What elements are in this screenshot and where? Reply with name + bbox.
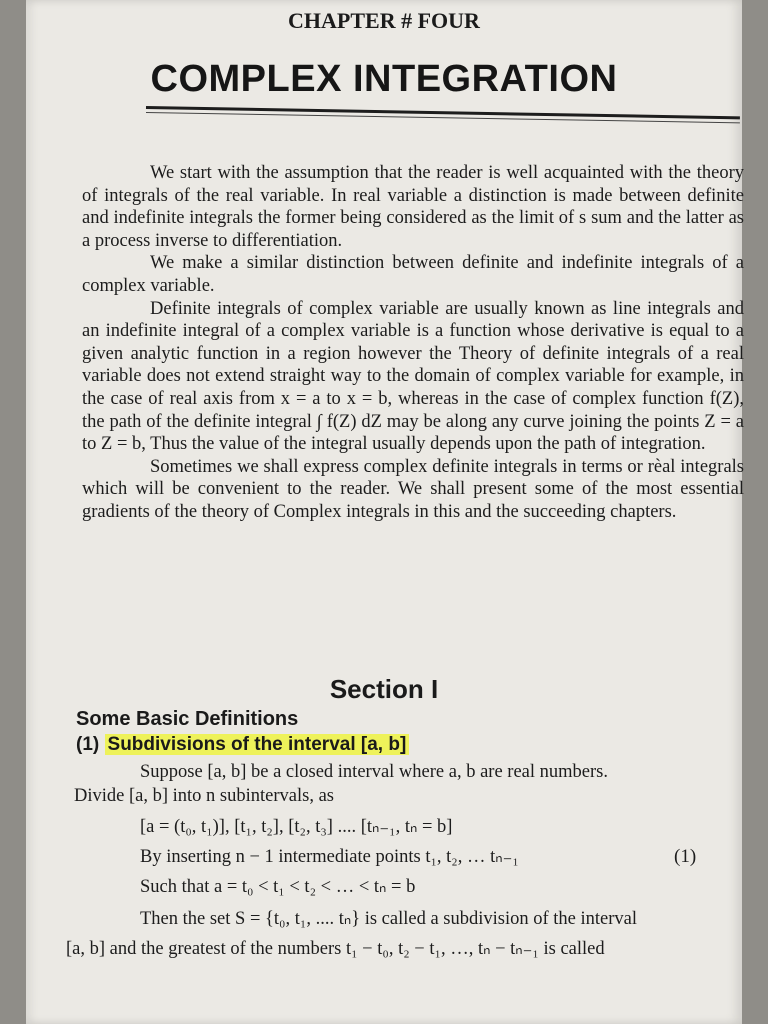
math-line-5: Such that a = t₀ < t₁ < t₂ < … < tₙ = b — [140, 877, 416, 897]
paragraph-2: We make a similar distinction between definite and indefinite integrals of a complex variable. — [82, 253, 744, 296]
equation-number: (1) — [674, 846, 697, 867]
math-line-2: Divide [a, b] into n subintervals, as — [74, 786, 334, 806]
paragraph-4: Sometimes we shall express complex definite integrals in terms or rèal integrals which will be convenient to the reader. We shall present some of the most essential gradients of the theory of Complex integrals in this and the succeeding chapters. — [82, 456, 744, 522]
math-line-1: Suppose [a, b] be a closed interval where a, b are real numbers. — [140, 762, 608, 782]
chapter-title: COMPLEX INTEGRATION — [150, 58, 618, 100]
definitions-heading: Some Basic Definitions — [76, 708, 299, 730]
section-heading: Section I — [329, 674, 439, 704]
math-line-3: [a = (t₀, t₁)], [t₁, t₂], [t₂, t₃] .... [tₙ₋₁, tₙ = b] — [140, 817, 453, 837]
math-line-4: By inserting n − 1 intermediate points t₁, t₂, … tₙ₋₁ — [140, 847, 519, 867]
math-line-7: [a, b] and the greatest of the numbers t₁ − t₀, t₂ − t₁, …, tₙ − tₙ₋₁ is called — [66, 939, 605, 959]
subdivision-heading — [76, 734, 409, 756]
chapter-label: CHAPTER # FOUR — [288, 8, 480, 33]
math-line-6: Then the set S = {t₀, t₁, .... tₙ} is called a subdivision of the interval — [140, 909, 638, 929]
book-page — [26, 0, 742, 1024]
paragraph-3: Definite integrals of complex variable are usually known as line integrals and an indefinite integral of a complex variable is a function whose derivative is equal to a given analytic function in a region however the Theory of definite integrals of a real variable does not extend straight way to the domain of complex variable for example, in the case of real axis from x = a to x = b, whereas in the case of complex function f(Z), the path of the definite integral ∫ f(Z) dZ may be along any curve joining the points Z = a to Z = b, Thus the value of the integral usually depends upon the path of integration. — [82, 298, 744, 455]
highlighted-item-title: Subdivisions of the interval [a, b] — [105, 734, 410, 755]
intro-text — [82, 162, 744, 524]
item-number: (1) — [76, 734, 100, 755]
paragraph-1: We start with the assumption that the reader is well acquainted with the theory of integrals of the real variable. In real variable a distinction is made between definite and indefinite integrals the former being considered as the limit of s sum and the latter as a process inverse to differentiation. — [82, 163, 744, 251]
